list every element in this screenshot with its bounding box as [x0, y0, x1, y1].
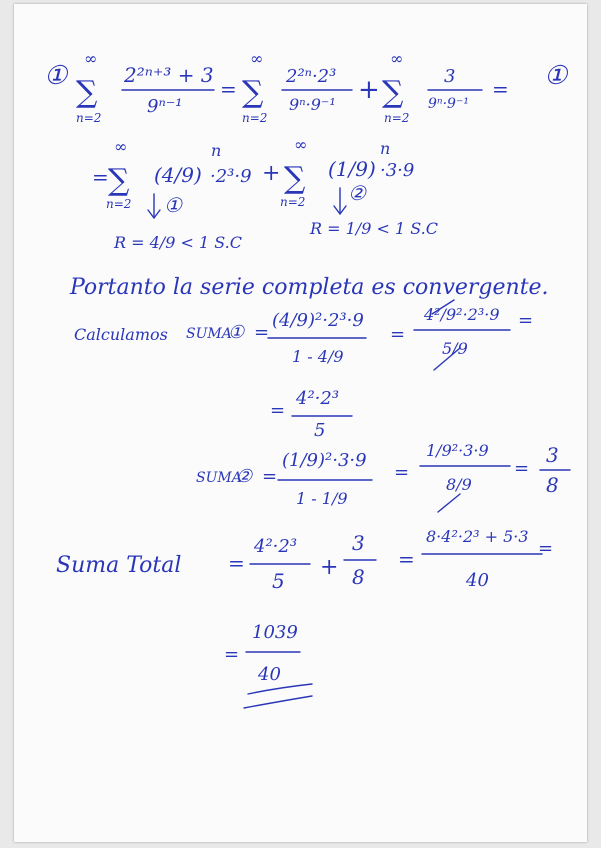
equals-1: = [220, 77, 237, 101]
exponent-b: n [380, 139, 391, 158]
sum-symbol-3: ∑ [382, 75, 404, 110]
mark-one: ① [164, 193, 182, 217]
equals-9: = [394, 462, 410, 483]
total-label: Suma Total [56, 553, 182, 578]
sum2-denominator-2: 8/9 [446, 475, 472, 494]
total-b-numerator: 3 [352, 531, 365, 555]
plus-1: + [358, 75, 380, 105]
convergence-statement: Portanto la serie completa es convergente. [70, 275, 549, 300]
equals-4: = [254, 322, 270, 343]
infinity-2: ∞ [250, 49, 264, 68]
mark-two: ② [348, 181, 366, 205]
sum-symbol-1: ∑ [76, 75, 98, 110]
infinity-5: ∞ [294, 135, 308, 154]
calculate-label: Calculamos [74, 325, 168, 344]
ratio-condition-2: R = 1/9 < 1 S.C [310, 219, 438, 238]
circle-one-left: ① [44, 61, 68, 91]
suma-label-2: SUMA [196, 470, 242, 486]
equals-6: = [518, 310, 534, 331]
index-start-5: n=2 [280, 195, 306, 209]
sum1-result-denominator: 5 [314, 420, 326, 441]
final-denominator: 40 [258, 664, 281, 685]
term2-numerator: 2²ⁿ·2³ [286, 66, 337, 87]
handwritten-math [14, 4, 587, 842]
sum1-denominator-2: 5/9 [442, 339, 468, 358]
sum1-numerator-2: 4²/9²·2³·9 [424, 305, 500, 324]
term3-denominator: 9ⁿ·9⁻¹ [428, 96, 469, 112]
cancel-stroke-3 [438, 494, 460, 512]
sum-symbol-5: ∑ [284, 161, 306, 196]
term1-denominator: 9ⁿ⁻¹ [147, 96, 183, 117]
sum-symbol-4: ∑ [108, 163, 130, 198]
total-a-numerator: 4²·2³ [254, 536, 298, 557]
index-start-4: n=2 [106, 197, 132, 211]
term2-denominator: 9ⁿ·9⁻¹ [289, 95, 336, 114]
total-a-denominator: 5 [272, 569, 285, 593]
suma-circle-1: ① [228, 322, 245, 343]
sum1-result-numerator: 4²·2³ [296, 388, 340, 409]
circle-one-right: ① [544, 61, 568, 91]
infinity-4: ∞ [114, 137, 128, 156]
rest-b: ·3·9 [380, 160, 415, 181]
sum2-numerator: (1/9)²·3·9 [282, 450, 367, 471]
underline-1 [248, 684, 312, 694]
plus-3: + [320, 555, 339, 580]
index-start-1: n=2 [76, 111, 102, 125]
equals-10: = [514, 458, 530, 479]
ratio-b: (1/9) [328, 157, 376, 181]
term3-numerator: 3 [444, 66, 456, 87]
equals-8: = [262, 466, 278, 487]
sum2-denominator: 1 - 1/9 [296, 489, 348, 508]
exponent-a: n [211, 141, 222, 160]
infinity-3: ∞ [390, 49, 404, 68]
rest-a: ·2³·9 [210, 166, 252, 187]
underline-2 [244, 696, 312, 708]
equals-2: = [492, 77, 509, 101]
sum-symbol-2: ∑ [242, 75, 264, 110]
suma-circle-2: ② [236, 466, 253, 487]
sum1-numerator: (4/9)²·2³·9 [272, 310, 364, 331]
sum1-denominator: 1 - 4/9 [292, 347, 344, 366]
equals-12: = [398, 547, 415, 571]
ratio-condition-1: R = 4/9 < 1 S.C [114, 233, 242, 252]
plus-2: + [262, 161, 281, 186]
sum2-result-numerator: 3 [546, 443, 559, 467]
total-c-numerator: 8·4²·2³ + 5·3 [426, 527, 529, 546]
term1-numerator: 2²ⁿ⁺³ + 3 [124, 63, 214, 87]
notebook-page [14, 4, 587, 842]
final-numerator: 1039 [252, 622, 298, 643]
equals-13: = [538, 538, 554, 559]
total-c-denominator: 40 [466, 570, 489, 591]
total-b-denominator: 8 [352, 565, 365, 589]
infinity-1: ∞ [84, 49, 98, 68]
equals-5: = [390, 324, 406, 345]
equals-14: = [224, 644, 240, 665]
index-start-2: n=2 [242, 111, 268, 125]
equals-11: = [228, 551, 245, 575]
suma-label-1: SUMA [186, 326, 232, 342]
equals-7: = [270, 400, 286, 421]
ratio-a: (4/9) [154, 163, 202, 187]
sum2-numerator-2: 1/9²·3·9 [426, 441, 489, 460]
sum2-result-denominator: 8 [546, 473, 559, 497]
equals-3: = [92, 165, 109, 189]
index-start-3: n=2 [384, 111, 410, 125]
